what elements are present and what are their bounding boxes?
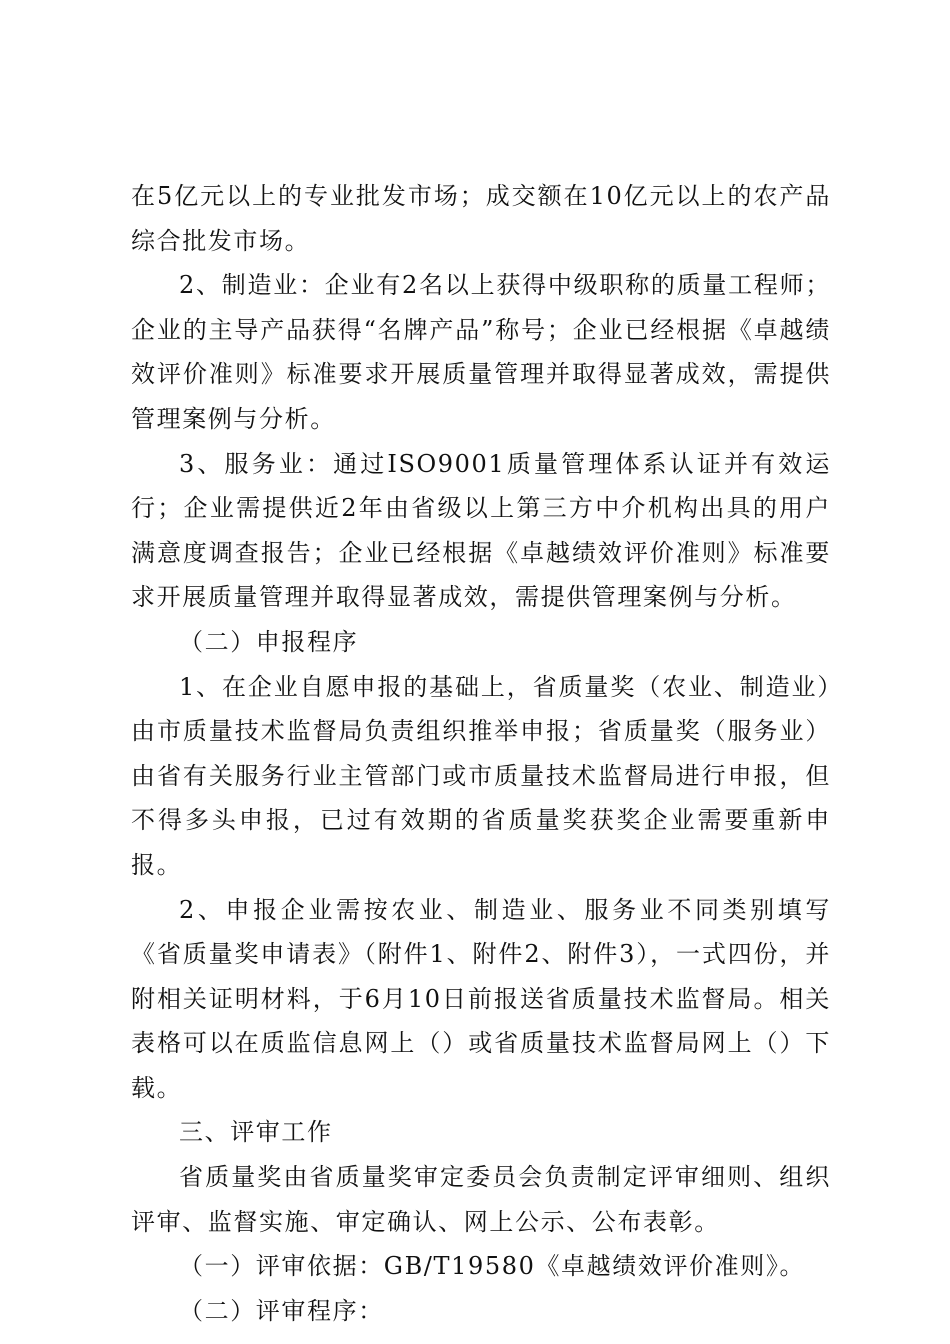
section-heading-application-procedure: （二）申报程序	[179, 627, 359, 656]
paragraph-review-basis: （一）评审依据：GB/T19580《卓越绩效评价准则》。	[179, 1252, 806, 1281]
paragraph-application-step-1: 1、在企业自愿申报的基础上，省质量奖（农业、制造业）由市质量技术监督局负责组织推举申报；省质量奖（服务业）由省有关服务行业主管部门或市质量技术监督局进行申报，但不得多头申报，已过有效期的省质量奖获奖企业需要重新申报。	[131, 672, 831, 879]
document-body	[131, 174, 831, 1333]
paragraph-review-overview: 省质量奖由省质量奖审定委员会负责制定评审细则、组织评审、监督实施、审定确认、网上公示、公布表彰。	[131, 1163, 831, 1236]
paragraph-review-procedure: （二）评审程序：	[179, 1296, 384, 1325]
paragraph-wholesale-markets: 在5亿元以上的专业批发市场；成交额在10亿元以上的农产品综合批发市场。	[131, 182, 831, 255]
paragraph-services: 3、服务业：通过ISO9001质量管理体系认证并有效运行；企业需提供近2年由省级以上第三方中介机构出具的用户满意度调查报告；企业已经根据《卓越绩效评价准则》标准要求开展质量管理并取得显著成效，需提供管理案例与分析。	[131, 449, 831, 612]
section-heading-review-work: 三、评审工作	[179, 1118, 333, 1147]
paragraph-application-step-2: 2、申报企业需按农业、制造业、服务业不同类别填写《省质量奖申请表》（附件1、附件2、附件3），一式四份，并附相关证明材料，于6月10日前报送省质量技术监督局。相关表格可以在质监信息网上（）或省质量技术监督局网上（）下载。	[131, 895, 831, 1102]
paragraph-manufacturing: 2、制造业：企业有2名以上获得中级职称的质量工程师；企业的主导产品获得“名牌产品”称号；企业已经根据《卓越绩效评价准则》标准要求开展质量管理并取得显著成效，需提供管理案例与分析。	[131, 271, 831, 433]
